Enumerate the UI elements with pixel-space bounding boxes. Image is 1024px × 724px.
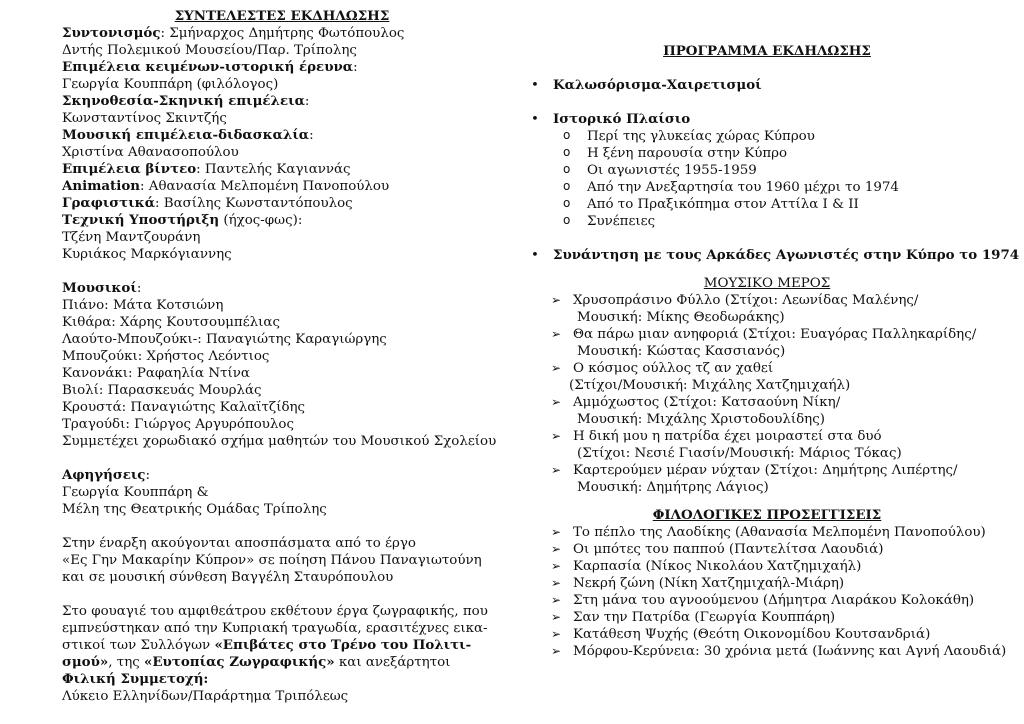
song-item: ➢ Χρυσοπράσινο Φύλλο (Στίχοι: Λεωνίδας Μαλένης/	[527, 292, 1007, 309]
musician-line: Συμμετέχει χορωδιακό σχήμα μαθητών του Μουσικού Σχολείου	[62, 434, 497, 449]
song-item-continuation: Μουσική: Κώστας Κασσιανός)	[577, 344, 786, 359]
credit-label: Επιμέλεια βίντεο	[62, 161, 197, 177]
credit-colon: :	[309, 128, 314, 143]
credit-label: Τεχνική Υποστήριξη	[62, 212, 220, 228]
foyer-text: , της	[108, 655, 144, 670]
credit-texts	[62, 59, 502, 76]
credit-label: Σκηνοθεσία-Σκηνική επιμέλεια	[62, 93, 305, 109]
credit-label: Μουσική επιμέλεια-διδασκαλία	[62, 127, 310, 143]
program-column	[527, 8, 1020, 660]
friendly-participation-value: Λύκειο Ελληνίδων/Παράρτημα Τριπόλεως	[62, 689, 349, 704]
credit-coordination	[62, 25, 502, 42]
credit-tech	[62, 212, 502, 229]
credit-value-line: Τζένη Μαντζουράνη	[62, 230, 201, 245]
credit-value: (ήχος-φως):	[219, 213, 303, 228]
program-item-welcome: • Καλωσόρισμα-Χαιρετισμοί	[527, 77, 1007, 94]
intro-paragraph-line: «Ες Γην Μακαρίην Κύπρον» σε ποίηση Πάνου Παναγιωτούνη	[62, 553, 482, 568]
musician-line: Βιολί: Παρασκευάς Μουρλάς	[62, 383, 262, 398]
song-item: ➢ Η δική μου η πατρίδα έχει μοιραστεί στα δυό	[527, 428, 1007, 445]
philological-section-title: ΦΙΛΟΛΟΓΙΚΕΣ ΠΡΟΣΕΓΓΙΣΕΙΣ	[652, 507, 882, 523]
credit-label: Επιμέλεια κειμένων-ιστορική έρευνα	[62, 59, 354, 75]
musician-line: Κρουστά: Παναγιώτης Καλαϊτζίδης	[62, 400, 306, 415]
credit-value-line: Χριστίνα Αθανασοπούλου	[62, 145, 239, 160]
credit-graphics	[62, 195, 502, 212]
credit-value-line: Γεωργία Κουππάρη (φιλόλογος)	[62, 77, 279, 92]
song-item: ➢ Ο κόσμος ούλλος τζ αν χαθεί	[527, 360, 1007, 377]
program-item-history: • Ιστορικό Πλαίσιο	[527, 111, 1007, 128]
credit-label: Συντονισμός	[62, 25, 161, 41]
song-list	[527, 292, 1007, 496]
philological-item: ➢ Καρπασία (Νίκος Νικολάου Χατζημιχαήλ)	[527, 558, 1007, 575]
credit-label: Γραφιστικά	[62, 195, 156, 211]
philological-item: ➢ Μόρφου-Κερύνεια: 30 χρόνια μετά (Ιωάννης και Αγνή Λαουδιά)	[527, 643, 1007, 660]
song-item-continuation: (Στίχοι/Μουσική: Μιχάλης Χατζημιχαήλ)	[569, 378, 851, 393]
credit-animation	[62, 178, 502, 195]
intro-paragraph-line: Στην έναρξη ακούγονται αποσπάσματα από το έργο	[62, 536, 416, 551]
philological-list	[527, 524, 1007, 660]
musician-line: Μπουζούκι: Χρήστος Λεόντιος	[62, 349, 270, 364]
credit-music-editing	[62, 127, 502, 144]
narration-heading	[62, 467, 502, 484]
musician-line: Κανονάκι: Ραφαηλία Ντίνα	[62, 366, 250, 381]
credits-title: ΣΥΝΤΕΛΕΣΤΕΣ ΕΚΔΗΛΩΣΗΣ	[174, 8, 390, 24]
credit-label: Αφηγήσεις	[62, 467, 146, 483]
credit-value-line: Κυριάκος Μαρκόγιαννης	[62, 247, 232, 262]
narration-line: Γεωργία Κουππάρη &	[62, 485, 209, 500]
song-item: ➢ Καρτερούμεν μέραν νύχταν (Στίχοι: Δημήτρης Λιπέρτης/	[527, 462, 1007, 479]
credit-video	[62, 161, 502, 178]
foyer-paragraph-line: εμπνεύστηκαν από την Κυπριακή τραγωδία, ερασιτέχνες εικα-	[62, 621, 488, 636]
musician-line: Πιάνο: Μάτα Κοτσιώνη	[62, 298, 224, 313]
credit-value: : Αθανασία Μελπομένη Πανοπούλου	[140, 179, 390, 194]
musician-line: Λαούτο-Μπουζούκι-: Παναγιώτης Καραγιώργης	[62, 332, 387, 347]
song-item: ➢ Θα πάρω μιαν ανηφοριά (Στίχοι: Ευαγόρας Παλληκαρίδης/	[527, 326, 1007, 343]
credit-value-line: Κωνσταντίνος Σκιντζής	[62, 111, 227, 126]
history-subitem: o Από την Ανεξαρτησία του 1960 μέχρι το 1974	[527, 179, 1007, 196]
musicians-heading	[62, 280, 502, 297]
history-subitem: o Από το Πραξικόπημα στον Αττίλα Ι & ΙΙ	[527, 196, 1007, 213]
philological-item: ➢ Το πέπλο της Λαοδίκης (Αθανασία Μελπομένη Πανοπούλου)	[527, 524, 1007, 541]
credit-value-line: Δντής Πολεμικού Μουσείου/Παρ. Τρίπολης	[62, 43, 357, 58]
history-subitem: o Συνέπειες	[527, 213, 1007, 230]
philological-item: ➢ Νεκρή ζώνη (Νίκη Χατζημιχαήλ-Μιάρη)	[527, 575, 1007, 592]
song-item-continuation: Μουσική: Μίκης Θεοδωράκης)	[577, 310, 785, 325]
friendly-participation-label: Φιλική Συμμετοχή:	[62, 671, 209, 687]
program-title: ΠΡΟΓΡΑΜΜΑ ΕΚΔΗΛΩΣΗΣ	[663, 43, 871, 59]
credit-colon: :	[145, 468, 150, 483]
credit-value: : Παντελής Καγιαννάς	[196, 162, 351, 177]
credit-label: Μουσικοί	[62, 280, 137, 296]
foyer-paragraph-line: Στο φουαγιέ του αμφιθεάτρου εκθέτουν έργα ζωγραφικής, που	[62, 604, 488, 619]
foyer-text: στικοί των Συλλόγων	[62, 638, 215, 653]
philological-item: ➢ Σαν την Πατρίδα (Γεωργία Κουππάρη)	[527, 609, 1007, 626]
foyer-text: και ανεξάρτητοι	[334, 655, 451, 670]
credit-colon: :	[136, 281, 142, 296]
credit-colon: :	[304, 94, 310, 109]
song-item-continuation: Μουσική: Δημήτρης Λάγιος)	[577, 480, 769, 495]
musician-line: Τραγούδι: Γιώργος Αργυρόπουλος	[62, 417, 294, 432]
credit-label: Animation	[62, 178, 140, 194]
music-section-title: ΜΟΥΣΙΚΟ ΜΕΡΟΣ	[703, 276, 831, 291]
song-item-continuation: (Στίχοι: Νεσιέ Γιασίν/Μουσική: Μάριος Τόκας)	[577, 446, 902, 461]
program-item-meeting: • Συνάντηση με τους Αρκάδες Αγωνιστές στην Κύπρο το 1974	[527, 247, 1007, 264]
history-subitem: o Περί της γλυκείας χώρας Κύπρου	[527, 128, 1007, 145]
foyer-club-name: «Επιβάτες στο Τρένο του Πολιτι-	[214, 637, 472, 653]
philological-item: ➢ Οι μπότες του παππού (Παντελίτσα Λαουδιά)	[527, 541, 1007, 558]
intro-paragraph-line: και σε μουσική σύνθεση Βαγγέλη Σταυρόπουλου	[62, 570, 394, 585]
history-subitem: o Η ξένη παρουσία στην Κύπρο	[527, 145, 1007, 162]
credit-value: : Βασίλης Κωνσταντόπουλος	[155, 196, 353, 211]
philological-item: ➢ Κατάθεση Ψυχής (Θεότη Οικονομίδου Κουτσανδριά)	[527, 626, 1007, 643]
credit-direction	[62, 93, 502, 110]
foyer-paragraph-line	[62, 654, 502, 671]
credit-value: : Σμήναρχος Δημήτρης Φωτόπουλος	[160, 26, 405, 41]
credits-column	[62, 8, 502, 705]
credit-colon: :	[353, 60, 358, 75]
musician-line: Κιθάρα: Χάρης Κουτσουμπέλιας	[62, 315, 280, 330]
philological-item: ➢ Στη μάνα του αγνοούμενου (Δήμητρα Λιαράκου Κολοκάθη)	[527, 592, 1007, 609]
foyer-club-name: σμού»	[62, 654, 109, 670]
foyer-club-name: «Ευτοπίας Ζωγραφικής»	[143, 654, 335, 670]
foyer-paragraph-line	[62, 637, 502, 654]
song-item: ➢ Αμμόχωστος (Στίχοι: Κατσαούνη Νίκη/	[527, 394, 1007, 411]
history-subitem: o Οι αγωνιστές 1955-1959	[527, 162, 1007, 179]
song-item-continuation: Μουσική: Μιχάλης Χριστοδουλίδης)	[577, 412, 825, 427]
narration-line: Μέλη της Θεατρικής Ομάδας Τρίπολης	[62, 502, 327, 517]
